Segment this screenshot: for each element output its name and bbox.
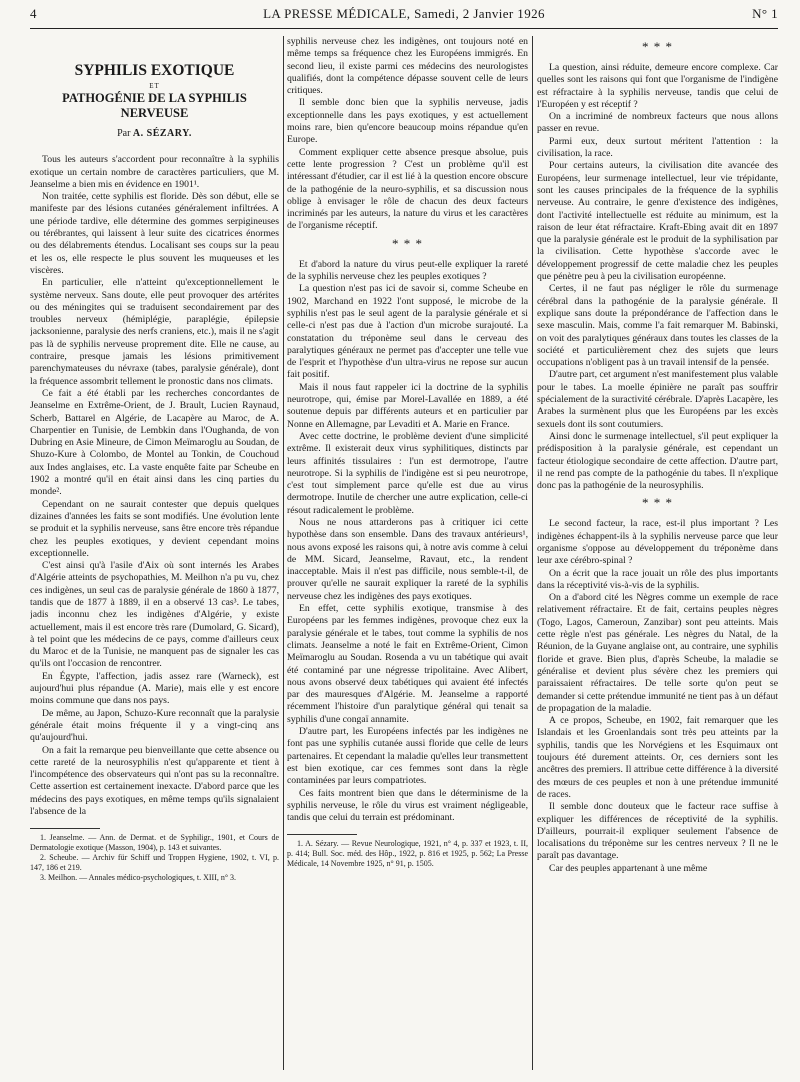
footnotes	[287, 839, 528, 869]
paragraph: Il semble donc douteux que le facteur race suffise à expliquer les différences de réceptivité de la syphilis. D'ailleurs, pourrait-il expliquer seulement l'absence de localisations du tréponème sur les centres nerveux ? Il ne le paraît pas davantage.	[537, 801, 778, 862]
column-1	[30, 36, 279, 1070]
byline	[30, 128, 279, 140]
paragraph: Et d'abord la nature du virus peut-elle expliquer la rareté de la syphilis nerveuse chez les peuples exotiques ?	[287, 258, 528, 283]
column-3	[537, 36, 778, 1070]
paragraph: Nous ne nous attarderons pas à critiquer ici cette hypothèse dans son ensemble. Dans des travaux antérieurs¹, nous avons exposé les raisons qui, à notre avis comme à celui de MM. Sicard, Jeanselme, Ravaut, etc., la rendent inacceptable. Mais il n'est pas difficile, nous semble-t-il, de prouver qu'elle ne saurait expliquer la rareté de la syphilis nerveuse chez les indigènes des pays exotiques.	[287, 516, 528, 602]
paragraph: Cependant on ne saurait contester que depuis quelques dizaines d'années les faits se sont modifiés. Une évolution lente se produit et la syphilis nerveuse, sans être encore très répandue chez les peuples exotiques, y devient cependant moins exceptionnelle.	[30, 498, 279, 559]
paragraph: Non traitée, cette syphilis est floride. Dès son début, elle se manifeste par des lésions cutanées généralement infiltrées. A une période tardive, elle détermine des gommes serpigineuses ou térébrantes, qui laissent à leur suite des cicatrices énormes ou des délabrements étendus. Localisant ses coups sur la peau et les os, elle respecte le plus souvent les muqueuses et les viscères.	[30, 191, 279, 276]
footnotes	[30, 833, 279, 883]
column-divider	[283, 36, 284, 1070]
paragraph: Certes, il ne faut pas négliger le rôle du surmenage cérébral dans la pathogénie de la paralysie générale. Il explique sans doute la prépondérance de l'affection dans le sexe masculin. Mais, comme l'a fait remarquer M. Babinski, on voit des paralytiques généraux dans toutes les classes de la société et particulièrement chez des sujets que leurs occupations n'obligent pas à un travail intensif de la pensée.	[537, 283, 778, 369]
paragraph: Avec cette doctrine, le problème devient d'une simplicité extrême. Il existerait deux virus syphilitiques, distincts par leurs affinités tissulaires : l'un est dermotrope, l'autre neurotrope. Si la syphilis de l'indigène est si peu neurotrope, c'est tout simplement parce qu'elle est due au virus dermotrope. Inutile de chercher une autre explication, celle-ci résout radicalement le problème.	[287, 430, 528, 516]
journal-title: LA PRESSE MÉDICALE, Samedi, 2 Janvier 1926	[263, 6, 545, 21]
paragraph: D'autre part, les Européens infectés par les indigènes ne font pas une syphilis cutanée aussi floride que celle de leurs partenaires. Et cependant la maladie qu'elles leur transmettent est bien exotique, car ces femmes sont dans la règle contaminées par leurs compatriotes.	[287, 726, 528, 787]
paragraph: On a incriminé de nombreux facteurs que nous allons passer en revue.	[537, 111, 778, 135]
paragraph: Pour certains auteurs, la civilisation dite avancée des Européens, leur surmenage intellectuel, leur vie trépidante, sont les causes principales de la fréquence de la syphilis nerveuse. Au contraire, le genre d'existence des indigènes, dont l'activité intellectuelle est réduite au minimum, est la raison de leur état réfractaire. Kraft-Ebing avait dit en 1897 que la paralysie générale est le produit de la syphilisation par la civilisation. Cette hypothèse s'accorde avec le développement progressif de cette maladie chez les peuples que pénètre peu à peu la civilisation européenne.	[537, 160, 778, 283]
paragraph: On a d'abord cité les Nègres comme un exemple de race relativement réfractaire. Et de fait, certains peuples nègres (Togo, Lagos, Cameroun, Zanzibar) sont peu atteints. Mais cette règle n'est pas générale. Les nègres du Natal, de la Réunion, de la Guyane anglaise ont, au contraire, une syphilis floride et grave. Bien plus, d'après Scheube, la maladie se généralise et devient plus sévère chez les premiers qui paraissaient réfractaires. De telle sorte qu'on peut se demander si cette prétendue immunité ne tient pas à un défaut de propagation de la maladie.	[537, 592, 778, 714]
paragraph: Ainsi donc le surmenage intellectuel, s'il peut expliquer la prédisposition à la paralysie générale, est cependant un facteur étiologique secondaire de cette affection. D'autre part, il ne rend pas compte de la pathogénie du tabes. Il n'explique donc pas la pathogénie de la neurosyphilis.	[537, 430, 778, 492]
paragraph: En effet, cette syphilis exotique, transmise à des Européens par les femmes indigènes, provoque chez eux la paralysie générale et le tabes, tout comme la syphilis de nos climats. Jeanselme a noté le fait en Extrême-Orient, Cimon Meïmaroglu au Soudan. Rosenda a vu un tabétique qui avait été contaminé par une négresse tripolitaine. Avec Alibert, nous avons observé deux tabétiques qui avaient été infectés par des mauresques d'Algérie. M. Jeanselme a rapporté récemment l'histoire d'un paralytique général qui tenait sa syphilis d'une congaï annamite.	[287, 603, 528, 725]
byline-prefix: Par	[117, 128, 131, 139]
paragraph: syphilis nerveuse chez les indigènes, ont toujours noté en même temps sa fréquence chez les Européens immigrés. En second lieu, il existe parmi ces médecins des neurologistes qualifiés, dont la compétence dépasse souvent celle de leurs critiques.	[287, 36, 528, 97]
paragraph: On a écrit que la race jouait un rôle des plus importants dans la réceptivité vis-à-vis de la syphilis.	[537, 567, 778, 591]
title-connector: ET	[149, 82, 160, 90]
section-separator: * * *	[642, 495, 673, 511]
paragraph: Comment expliquer cette absence presque absolue, puis cette lente progression ? C'est un problème qu'il est intéressant d'étudier, car il est lié à la question encore obscure de la pathogénie de la neuro-syphilis, et sa discussion nous oblige à envisager le rôle de chacun des deux facteurs incriminés par les auteurs, la nature du virus et les caractères de l'organisme réceptif.	[287, 146, 528, 232]
paragraph: Il semble donc bien que la syphilis nerveuse, jadis exceptionnelle dans les pays exotiques, y est actuellement moins rare, bien qu'encore beaucoup moins répandue qu'en Europe.	[287, 97, 528, 146]
footnote-rule	[287, 834, 357, 835]
author-name: A. SÉZARY.	[132, 128, 192, 139]
paragraph: D'autre part, cet argument n'est manifestement plus valable pour le tabes. La moelle épinière ne paraît pas souffrir spécialement de la suractivité cérébrale. D'après Lacapère, les Arabes la surmènent plus que les Européens par les excès sexuels dont ils sont coutumiers.	[537, 369, 778, 430]
paragraph: Ce fait a été établi par les recherches concordantes de Jeanselme en Extrême-Orient, de J. Brault, Lucien Raynaud, Scherb, Battarel en Algérie, de Lacapère au Maroc, de A. Charpentier en Tunisie, de Lembkin dans l'Oughanda, de von Dubring en Asie Mineure, de Cimon Meïmaroglu au Soudan, de Shuzo-Kure à Colombo, de Montel au Tonkin, de Couchoud aux Indes anglaises, etc. La vaste enquête faite par Scheube en 1902 a montré qu'il en était ainsi dans les cinq parties du monde².	[30, 387, 279, 498]
footnote-rule	[30, 828, 100, 829]
paragraph: Ces faits montrent bien que dans le déterminisme de la syphilis nerveuse, le rôle du virus est vraiment négligeable, tandis que celui du terrain est prédominant.	[287, 787, 528, 824]
paragraph: En particulier, elle n'atteint qu'exceptionnellement le système nerveux. Sans doute, elle peut provoquer des artérites ou des méningites qui se traduisent secondairement par des troubles nerveux (hémiplégie, paraplégie, épilepsie jacksonienne, paralysie des nerfs craniens, etc.), mais il ne s'agit pas là de syphilis nerveuse proprement dite. Elle ne cause, au contraire, presque jamais les lésions primitivement parenchymateuses du névraxe (tabes, paralysie générale), dont la fréquence assombrit tellement le pronostic dans nos climats.	[30, 277, 279, 387]
issue-number: N° 1	[752, 6, 778, 21]
section-separator: * * *	[642, 39, 673, 54]
paragraph: De même, au Japon, Schuzo-Kure reconnaît que la paralysie générale était moins fréquente il y a vingt-cinq ans qu'aujourd'hui.	[30, 707, 279, 744]
header-rule	[30, 28, 778, 29]
paragraph: La question, ainsi réduite, demeure encore complexe. Car quelles sont les raisons qui font que l'organisme de l'indigène est réfractaire à la syphilis nerveuse, tandis que celui de l'Européen y est réceptif ?	[537, 62, 778, 110]
footnote: 2. Scheube. — Archiv für Schiff und Troppen Hygiene, 1902, t. VI, p. 147, 186 et 219.	[30, 853, 279, 873]
column-2	[287, 36, 528, 1070]
footnote: 1. A. Sézary. — Revue Neurologique, 1921, n° 4, p. 337 et 1923, t. II, p. 414; Bull. Soc. méd. des Hôp., 1922, p. 816 et 1925, p. 562; La Presse Médicale, 14 Novembre 1925, n° 91, p. 1505.	[287, 839, 528, 869]
paragraph: Le second facteur, la race, est-il plus important ? Les indigènes échappent-ils à la syphilis nerveuse parce que leur organisme s'oppose au développement du tréponème dans leur axe cérébro-spinal ?	[537, 518, 778, 567]
paragraph: La question n'est pas ici de savoir si, comme Scheube en 1902, Marchand en 1922 l'ont supposé, le microbe de la syphilis n'est pas le seul agent de la paralysie générale et si celle-ci n'est pas due à l'action d'un microbe surajouté. La constatation du tréponème seul dans le cerveau des paralytiques généraux ne permet pas d'accepter une telle vue de l'esprit et l'hypothèse d'un ultra-virus ne repose sur aucun fait positif.	[287, 283, 528, 381]
column-divider	[532, 36, 533, 1070]
footnote: 1. Jeanselme. — Ann. de Dermat. et de Syphiligr., 1901, et Cours de Dermatologie exotique (Masson, 1904), p. 143 et suivantes.	[30, 833, 279, 853]
paragraph: A ce propos, Scheube, en 1902, fait remarquer que les Islandais et les Groenlandais sont très peu atteints par la syphilis, tandis que les Norvégiens et les Esquimaux ont toujours été durement atteints. Or, ces derniers sont les ancêtres des premiers. Il attribue cette différence à la diversité des mœurs de ces peuples et non à une prétendue immunité de races.	[537, 715, 778, 800]
paragraph: Car des peuples appartenant à une même	[549, 862, 708, 874]
article-title: SYPHILIS EXOTIQUE	[74, 62, 235, 79]
paragraph: C'est ainsi qu'à l'asile d'Aix où sont internés les Arabes d'Algérie atteints de psychopathies, M. Meilhon n'a pu vu, chez ces indigènes, un seul cas de paralysie générale de 1860 à 1877, tandis que de 1877 à 1889, il en a observé 13 cas³. Le tabes, jadis inconnu chez les indigènes d'Algérie, y existe actuellement, mais il est encore très rare (Dumolard, G. Sicard), à tel point que les médecins de ce pays, comme d'ailleurs ceux du Maroc et de la Tunisie, ne manquent pas de signaler les cas qu'ils ont l'occasion de rencontrer.	[30, 560, 279, 670]
paragraph: On a fait la remarque peu bienveillante que cette absence ou cette rareté de la neurosyphilis n'est qu'apparente et tient à l'incompétence des observateurs qui n'ont pas su la reconnaître. Cette assertion est certainement inexacte. D'abord parce que les médecins des pays exotiques, en même temps qu'ils signalaient l'absence de la	[30, 744, 279, 818]
article-subtitle: PATHOGÉNIE DE LA SYPHILIS NERVEUSE	[62, 91, 247, 120]
page-number: 4	[30, 6, 37, 21]
running-header	[30, 2, 778, 28]
paragraph: En Égypte, l'affection, jadis assez rare (Warneck), est aujourd'hui plus répandue (A. Marie), mais elle y est encore moins commune que dans nos pays.	[30, 670, 279, 707]
section-separator: * * *	[392, 235, 423, 251]
paragraph: Mais il nous faut rappeler ici la doctrine de la syphilis neurotrope, qui, émise par Morel-Lavallée en 1889, a été soutenue depuis par différents auteurs et en particulier par Nonne en Allemagne, par Levaditi et A. Marie en France.	[287, 381, 528, 430]
footnote: 3. Meilhon. — Annales médico-psychologiques, t. XIII, n° 3.	[40, 873, 237, 883]
paragraph: Tous les auteurs s'accordent pour reconnaître à la syphilis exotique un certain nombre de caractères particuliers, que M. Jeanselme a bien mis en évidence en 1901¹.	[30, 154, 279, 190]
paragraph: Parmi eux, deux surtout méritent l'attention : la civilisation, la race.	[537, 135, 778, 160]
